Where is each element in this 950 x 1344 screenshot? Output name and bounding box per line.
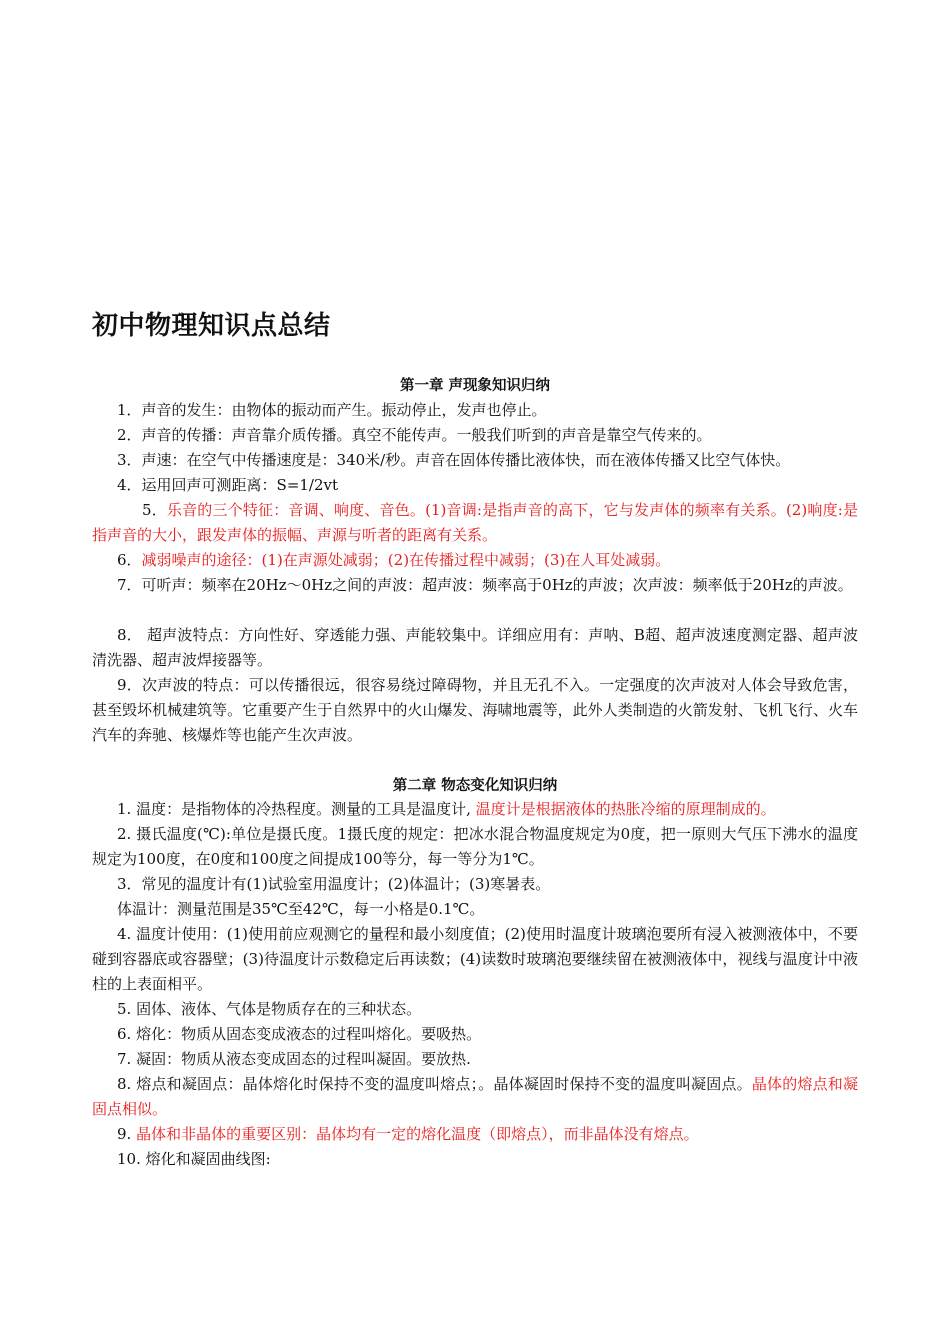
ch2-paragraph-1	[92, 797, 858, 822]
ch1-paragraph-9: 9．次声波的特点：可以传播很远，很容易绕过障碍物，并且无孔不入。一定强度的次声波对人体会导致危害，甚至毁坏机械建筑等。它重要产生于自然界中的火山爆发、海啸地震等，此外人类制造的火箭发射、飞机飞行、火车汽车的奔驰、核爆炸等也能产生次声波。	[92, 676, 858, 744]
document-title: 初中物理知识点总结	[92, 311, 331, 341]
ch1-paragraph-7: 7．可听声：频率在20Hz～0Hz之间的声波：超声波：频率高于0Hz的声波；次声波：频率低于20Hz的声波。	[117, 576, 853, 594]
ch1-paragraph-4: 4．运用回声可测距离：S=1/2vt	[117, 476, 339, 494]
ch2-paragraph-7: 7. 凝固：物质从液态变成固态的过程叫凝固。要放热.	[117, 1050, 471, 1068]
ch2-paragraph-3: 3．常见的温度计有(1)试验室用温度计；(2)体温计；(3)寒暑表。	[117, 875, 551, 893]
ch1-paragraph-1: 1．声音的发生：由物体的振动而产生。振动停止，发声也停止。	[117, 401, 547, 419]
ch2-paragraph-10: 10. 熔化和凝固曲线图:	[117, 1150, 271, 1168]
ch2-paragraph-2: 2. 摄氏温度(℃):单位是摄氏度。1摄氏度的规定：把冰水混合物温度规定为0度，把一原则大气压下沸水的温度规定为100度，在0度和100度之间提成100等分，每一等分为1℃。	[92, 825, 858, 868]
ch2-p8-highlight: 晶体的熔点和凝固点相似。	[92, 1075, 858, 1118]
ch2-paragraph-5: 5. 固体、液体、气体是物质存在的三种状态。	[117, 1000, 422, 1018]
ch2-p9-highlight: 晶体和非晶体的重要区别：晶体均有一定的熔化温度（即熔点），而非晶体没有熔点。	[136, 1125, 699, 1143]
ch1-paragraph-8: 8． 超声波特点：方向性好、穿透能力强、声能较集中。详细应用有：声呐、B超、超声波速度测定器、超声波清洗器、超声波焊接器等。	[92, 626, 858, 669]
ch1-paragraph-5	[92, 498, 858, 548]
ch2-paragraph-6: 6. 熔化：物质从固态变成液态的过程叫熔化。要吸热。	[117, 1025, 482, 1043]
ch2-paragraph-8	[92, 1072, 858, 1122]
ch2-paragraph-4: 4. 温度计使用：(1)使用前应观测它的量程和最小刻度值；(2)使用时温度计玻璃泡要所有浸入被测液体中，不要碰到容器底或容器壁；(3)待温度计示数稳定后再读数；(4)读数时玻璃泡要继续留在被测液体中，视线与温度计中液柱的上表面相平。	[92, 925, 858, 993]
ch1-paragraph-2: 2．声音的传播：声音靠介质传播。真空不能传声。一般我们听到的声音是靠空气传来的。	[117, 426, 712, 444]
ch2-p1-text: 1. 温度：是指物体的冷热程度。测量的工具是温度计,	[117, 800, 476, 818]
ch1-p6-number: 6．	[117, 551, 142, 569]
ch1-p5-number: 5．	[142, 501, 167, 519]
ch2-paragraph-9	[92, 1122, 858, 1147]
ch1-paragraph-3: 3．声速：在空气中传播速度是：340米/秒。声音在固体传播比液体快，而在液体传播又比空气体快。	[117, 451, 791, 469]
chapter-1-heading: 第一章 声现象知识归纳	[399, 378, 551, 394]
chapter-2-heading: 第二章 物态变化知识归纳	[392, 778, 558, 794]
ch1-paragraph-6	[92, 548, 858, 573]
ch2-paragraph-3b: 体温计：测量范围是35℃至42℃，每一小格是0.1℃。	[117, 900, 485, 918]
ch2-p8-text: 8. 熔点和凝固点：晶体熔化时保持不变的温度叫熔点；。晶体凝固时保持不变的温度叫凝固点。	[117, 1075, 752, 1093]
ch1-p6-highlight: 减弱噪声的途径：(1)在声源处减弱；(2)在传播过程中减弱；(3)在人耳处减弱。	[141, 551, 671, 569]
ch2-p1-highlight: 温度计是根据液体的热胀冷缩的原理制成的。	[475, 800, 776, 818]
ch2-p9-number: 9.	[117, 1125, 137, 1143]
ch1-p5-highlight: 乐音的三个特征：音调、响度、音色。(1)音调:是指声音的高下，它与发声体的频率有关系。(2)响度:是指声音的大小，跟发声体的振幅、声源与听者的距离有关系。	[92, 501, 858, 544]
